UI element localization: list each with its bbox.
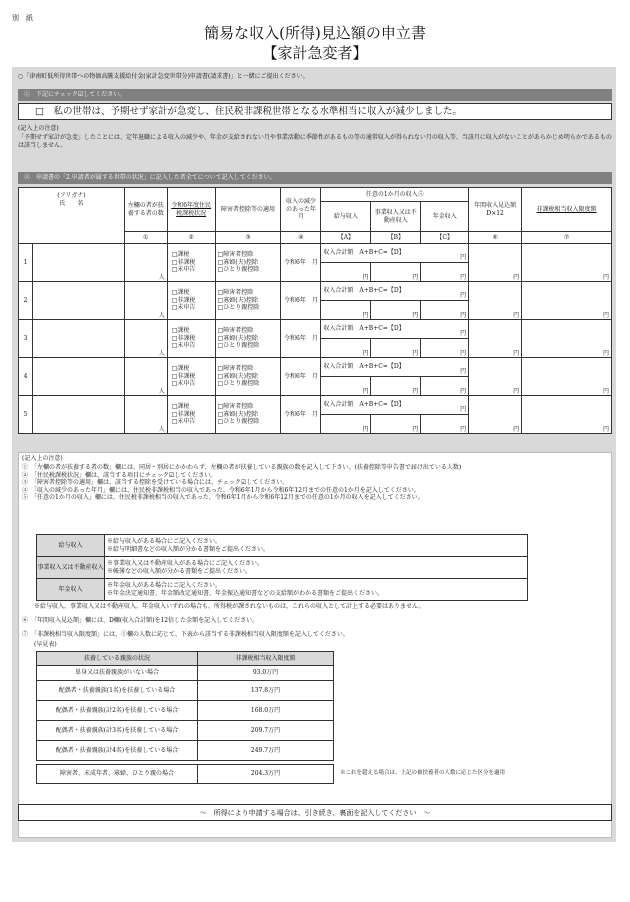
unit-yen: 円 <box>362 273 369 281</box>
annual-income-field[interactable] <box>469 320 522 358</box>
total-formula: 収入合計額 A+B+C=【D】 <box>323 363 405 371</box>
dependents-field[interactable] <box>124 320 167 358</box>
deduction-options <box>215 320 281 358</box>
special-table <box>36 764 334 784</box>
pension-income-field[interactable] <box>421 377 469 396</box>
unit-yen: 円 <box>513 425 520 433</box>
unit-yen: 円 <box>460 291 467 299</box>
tax-option-taxed[interactable]: □課税 <box>171 403 190 411</box>
quick-header-status: 扶養している親族の状況 <box>37 652 198 666</box>
col-header-business: 事業収入又は不動産収入 <box>371 202 421 232</box>
unit-yen: 円 <box>460 367 467 375</box>
unit-yen: 円 <box>460 405 467 413</box>
unit-yen: 円 <box>460 273 467 281</box>
col-header-deduction: 障害者控除等の適用 <box>215 188 281 232</box>
quick-status: 配偶者・扶養親族(計4名)を扶養している場合 <box>37 741 198 761</box>
income-type-business-desc: ※事業収入又は不動産収入がある場合にご記入ください。 ※帳簿などの収入額が分かる書類をご提出ください。 <box>105 557 528 579</box>
tax-status-options <box>167 320 215 358</box>
unit-yen: 円 <box>602 387 609 395</box>
annual-income-field[interactable] <box>469 396 522 434</box>
member-row <box>19 282 612 301</box>
salary-income-field[interactable] <box>321 339 371 358</box>
tax-status-options <box>167 282 215 320</box>
pension-income-field[interactable] <box>421 339 469 358</box>
business-income-field[interactable] <box>371 339 421 358</box>
quick-header-amount: 非課税相当収入限度額 <box>198 652 334 666</box>
deduction-option-widow[interactable]: □寡婦(夫)控除 <box>217 410 258 418</box>
dependents-field[interactable] <box>124 396 167 434</box>
col-number-b: 【B】 <box>371 232 421 244</box>
notes2-item-5: ⑤ 「任意の1か月の収入」欄には、住民税非課税相当の収入であった、令和6年1月から令和6年12月までの任意の1か月の収入を記入してください。 <box>22 494 424 501</box>
row-number: 3 <box>19 320 33 358</box>
row-number: 2 <box>19 282 33 320</box>
deduction-option-disability[interactable]: □障害者控除 <box>217 365 254 373</box>
total-formula: 収入合計額 A+B+C=【D】 <box>323 287 405 295</box>
col-header-pension: 年金収入 <box>421 202 469 232</box>
deduction-option-single-parent[interactable]: □ひとり親控除 <box>217 266 260 274</box>
notes2-item-4: ④ 「収入の減少のあった年月」欄には、住民税非課税相当の収入であった、令和6年1月から令和6年12月までの任意の1か月を記入してください。 <box>22 486 420 494</box>
footer-note: ～ 所得により申請する場合は、引き続き、裏面を記入してください ～ <box>18 804 612 821</box>
col-number-2: ② <box>167 232 215 244</box>
dependents-field[interactable] <box>124 244 167 282</box>
quick-amount: 168.0万円 <box>198 701 334 721</box>
unit-yen: 円 <box>460 387 467 395</box>
col-header-month: 収入の減少のあった年月 <box>281 188 321 232</box>
deduction-option-widow[interactable]: □寡婦(夫)控除 <box>217 334 258 342</box>
quick-status: 配偶者・扶養親族(計2名)を扶養している場合 <box>37 701 198 721</box>
col-header-annual: 年間収入見込額D×12 <box>469 188 522 232</box>
business-income-field[interactable] <box>371 415 421 434</box>
unit-person: 人 <box>158 387 165 395</box>
tax-option-taxed[interactable]: □課税 <box>171 289 190 297</box>
unit-person: 人 <box>158 349 165 357</box>
quick-status: 単身又は扶養親族がいない場合 <box>37 666 198 681</box>
section1-statement-checkbox[interactable]: □ 私の世帯は、予期せず家計が急変し、住民税非課税世帯となる水準相当に収入が減少しました。 <box>18 103 612 120</box>
notes2-item-6: ⑥ 「年間収入見込額」欄には、D欄(収入合計額)を12倍した金額を記入してください。 <box>22 617 259 624</box>
quick-row <box>37 701 334 721</box>
total-income-field[interactable] <box>321 244 469 263</box>
member-row <box>19 320 612 339</box>
unit-person: 人 <box>158 425 165 433</box>
notes2-item-2: ② 「住民税課税状況」欄は、該当する項目にチェック☑してください。 <box>22 471 217 479</box>
business-income-field[interactable] <box>371 263 421 282</box>
row-number: 4 <box>19 358 33 396</box>
unit-yen: 円 <box>412 425 419 433</box>
notes2-caution: ※給与収入、事業収入又は不動産収入、年金収入いずれの場合も、所得税が課されないものは、これらの収入として計上する必要はありません。 <box>34 603 425 610</box>
form-title: 簡易な収入(所得)見込額の申立書 <box>204 24 426 42</box>
dependents-field[interactable] <box>124 358 167 396</box>
tax-option-taxed[interactable]: □課税 <box>171 365 190 373</box>
col-header-name: (フリガナ) 氏 名 <box>19 188 125 244</box>
income-type-salary-desc: ※給与収入がある場合にご記入ください。 ※給与明細書などの収入額が分かる書類をご提出ください。 <box>105 535 528 557</box>
tax-option-nontaxed[interactable]: □非課税 <box>171 410 196 418</box>
special-status: 障害者、未成年者、寡婦、ひとり親の場合 <box>37 765 198 784</box>
deduction-option-widow[interactable]: □寡婦(夫)控除 <box>217 258 258 266</box>
income-type-pension: 年金収入 <box>37 579 105 601</box>
pension-income-field[interactable] <box>421 263 469 282</box>
limit-field[interactable] <box>522 358 612 396</box>
unit-person: 人 <box>158 273 165 281</box>
limit-field[interactable] <box>522 396 612 434</box>
col-header-dependents: 左欄の者が扶養する者の数 <box>124 188 167 232</box>
unit-yen: 円 <box>412 311 419 319</box>
col-number-6: ⑥ <box>469 232 522 244</box>
salary-income-field[interactable] <box>321 263 371 282</box>
unit-yen: 円 <box>460 425 467 433</box>
annual-income-field[interactable] <box>469 282 522 320</box>
name-field[interactable] <box>32 244 124 282</box>
col-header-monthly-income: 任意の1か月の収入⑤ <box>321 188 469 202</box>
limit-field[interactable] <box>522 320 612 358</box>
col-header-limit: 非課税相当収入限度額 <box>522 188 612 232</box>
business-income-field[interactable] <box>371 301 421 320</box>
quick-row <box>37 681 334 701</box>
quick-reference-table <box>36 651 334 761</box>
notes2-item-3: ③ 「障害者控除等の適用」欄は、該当する控除を受けている場合には、チェック☑してください。 <box>22 479 289 486</box>
deduction-options <box>215 282 281 320</box>
member-row <box>19 358 612 377</box>
month-field[interactable]: 令和6年 月 <box>281 244 321 282</box>
tax-option-unfiled[interactable]: □未申告 <box>171 380 196 388</box>
tax-status-options <box>167 244 215 282</box>
quick-status: 配偶者・扶養親族(計3名)を扶養している場合 <box>37 721 198 741</box>
unit-yen: 円 <box>513 387 520 395</box>
total-formula: 収入合計額 A+B+C=【D】 <box>323 325 405 333</box>
col-number-3: ③ <box>215 232 281 244</box>
quick-row <box>37 741 334 761</box>
unit-yen: 円 <box>460 253 467 261</box>
notes2-item-7: ⑦ 「非課税相当収入限度額」には、①欄の人数に応じて、下表から該当する非課税相当収入限度額を記入してください。 <box>22 631 349 638</box>
col-number-c: 【C】 <box>421 232 469 244</box>
row-number: 1 <box>19 244 33 282</box>
salary-income-field[interactable] <box>321 415 371 434</box>
row-number: 5 <box>19 396 33 434</box>
deduction-option-disability[interactable]: □障害者控除 <box>217 403 254 411</box>
member-row <box>19 396 612 415</box>
name-field[interactable] <box>32 358 124 396</box>
quick-table-title: (早見表) <box>34 641 57 648</box>
tax-option-nontaxed[interactable]: □非課税 <box>171 372 196 380</box>
tax-status-options <box>167 358 215 396</box>
quick-amount: 93.0万円 <box>198 666 334 681</box>
dependents-field[interactable] <box>124 282 167 320</box>
name-field[interactable] <box>32 320 124 358</box>
total-income-field[interactable] <box>321 396 469 415</box>
deduction-option-single-parent[interactable]: □ひとり親控除 <box>217 380 260 388</box>
tax-option-nontaxed[interactable]: □非課税 <box>171 296 196 304</box>
unit-yen: 円 <box>412 349 419 357</box>
form-subtitle: 【家計急変者】 <box>262 44 368 62</box>
unit-yen: 円 <box>412 387 419 395</box>
unit-yen: 円 <box>362 387 369 395</box>
tax-option-unfiled[interactable]: □未申告 <box>171 266 196 274</box>
notes2-list <box>22 464 607 502</box>
unit-yen: 円 <box>412 273 419 281</box>
unit-yen: 円 <box>513 349 520 357</box>
unit-yen: 円 <box>602 349 609 357</box>
deduction-option-single-parent[interactable]: □ひとり親控除 <box>217 418 260 426</box>
deduction-option-disability[interactable]: □障害者控除 <box>217 289 254 297</box>
unit-yen: 円 <box>602 311 609 319</box>
pension-income-field[interactable] <box>421 301 469 320</box>
col-number-a: 【A】 <box>321 232 371 244</box>
income-type-pension-desc: ※年金収入がある場合にご記入ください。 ※年金決定通知書、年金額改定通知書、年金振込通知書などの支給額がわかる書類をご提出ください。 <box>105 579 528 601</box>
notice-text: ○「津南町低所得世帯への物価高騰支援給付金(家計急変世帯分)申請書(請求書)」と一緒にご提出ください。 <box>18 73 309 80</box>
tax-option-unfiled[interactable]: □未申告 <box>171 304 196 312</box>
unit-yen: 円 <box>460 329 467 337</box>
deduction-option-single-parent[interactable]: □ひとり親控除 <box>217 342 260 350</box>
deduction-options <box>215 396 281 434</box>
name-field[interactable] <box>32 282 124 320</box>
quick-row <box>37 721 334 741</box>
total-income-field[interactable] <box>321 282 469 301</box>
deduction-option-disability[interactable]: □障害者控除 <box>217 251 254 259</box>
unit-person: 人 <box>158 311 165 319</box>
col-number-7: ⑦ <box>522 232 612 244</box>
unit-yen: 円 <box>513 311 520 319</box>
income-type-table <box>36 534 528 601</box>
household-table <box>18 187 612 434</box>
limit-field[interactable] <box>522 282 612 320</box>
section1-header: ① 下記にチェック☑してください。 <box>18 89 612 101</box>
tax-option-unfiled[interactable]: □未申告 <box>171 418 196 426</box>
income-type-salary: 給与収入 <box>37 535 105 557</box>
quick-amount: 209.7万円 <box>198 721 334 741</box>
salary-income-field[interactable] <box>321 301 371 320</box>
quick-amount: 137.8万円 <box>198 681 334 701</box>
deduction-option-disability[interactable]: □障害者控除 <box>217 327 254 335</box>
col-number-4: ④ <box>281 232 321 244</box>
limit-field[interactable] <box>522 244 612 282</box>
unit-yen: 円 <box>513 273 520 281</box>
section1-notes-title: (記入上の注意) <box>18 125 59 132</box>
pension-income-field[interactable] <box>421 415 469 434</box>
unit-yen: 円 <box>362 311 369 319</box>
quick-row <box>37 666 334 681</box>
month-field[interactable]: 令和6年 月 <box>281 320 321 358</box>
tax-option-unfiled[interactable]: □未申告 <box>171 342 196 350</box>
col-header-tax-status: 令和6年度住民税課税状況 <box>167 188 215 232</box>
tax-option-taxed[interactable]: □課税 <box>171 251 190 259</box>
tax-status-options <box>167 396 215 434</box>
section2-header: ② 申請書の「2.申請者が属する世帯の状況」に記入した者全てについて記入してください。 <box>18 172 612 184</box>
tax-option-nontaxed[interactable]: □非課税 <box>171 334 196 342</box>
unit-yen: 円 <box>602 273 609 281</box>
tax-option-taxed[interactable]: □課税 <box>171 327 190 335</box>
member-row <box>19 244 612 263</box>
name-field[interactable] <box>32 396 124 434</box>
unit-yen: 円 <box>460 311 467 319</box>
deduction-option-widow[interactable]: □寡婦(夫)控除 <box>217 372 258 380</box>
total-income-field[interactable] <box>321 320 469 339</box>
quick-amount: 249.7万円 <box>198 741 334 761</box>
col-number-1: ① <box>124 232 167 244</box>
notes2-item-1: ① 「左欄の者が扶養する者の数」欄には、同居・別居にかかわらず、左欄の者が扶養している親族の数を記入して下さい。(扶養控除等申告書で届け出ている人数) <box>22 464 462 471</box>
business-income-field[interactable] <box>371 377 421 396</box>
total-formula: 収入合計額 A+B+C=【D】 <box>323 249 405 257</box>
salary-income-field[interactable] <box>321 377 371 396</box>
deduction-option-widow[interactable]: □寡婦(夫)控除 <box>217 296 258 304</box>
special-amount: 204.3万円 <box>198 765 334 784</box>
unit-yen: 円 <box>362 349 369 357</box>
month-field[interactable]: 令和6年 月 <box>281 396 321 434</box>
unit-yen: 円 <box>362 425 369 433</box>
deduction-options <box>215 244 281 282</box>
deduction-options <box>215 358 281 396</box>
annual-income-field[interactable] <box>469 244 522 282</box>
quick-status: 配偶者・扶養親族(1名)を扶養している場合 <box>37 681 198 701</box>
unit-yen: 円 <box>602 425 609 433</box>
month-field[interactable]: 令和6年 月 <box>281 282 321 320</box>
total-income-field[interactable] <box>321 358 469 377</box>
corner-label: 別 紙 <box>12 14 33 22</box>
income-type-business: 事業収入又は不動産収入 <box>37 557 105 579</box>
annual-income-field[interactable] <box>469 358 522 396</box>
deduction-option-single-parent[interactable]: □ひとり親控除 <box>217 304 260 312</box>
over-note: ※これを超える場合は、上記の被扶養者の人数に応じた区分を適用 <box>340 770 506 776</box>
total-formula: 収入合計額 A+B+C=【D】 <box>323 401 405 409</box>
notes2-title: (記入上の注意) <box>22 455 63 462</box>
unit-yen: 円 <box>460 349 467 357</box>
section1-notes: 「予期せず家計が急変」したことには、定年退職による収入の減少や、年金が支給されない月や事業活動に季節性があるもの等の通常収入が得られない月の収入等、当該月に収入がないことがあらかじめ明らかであるものは該当しません。 <box>18 134 612 149</box>
tax-option-nontaxed[interactable]: □非課税 <box>171 258 196 266</box>
col-header-salary: 給与収入 <box>321 202 371 232</box>
month-field[interactable]: 令和6年 月 <box>281 358 321 396</box>
